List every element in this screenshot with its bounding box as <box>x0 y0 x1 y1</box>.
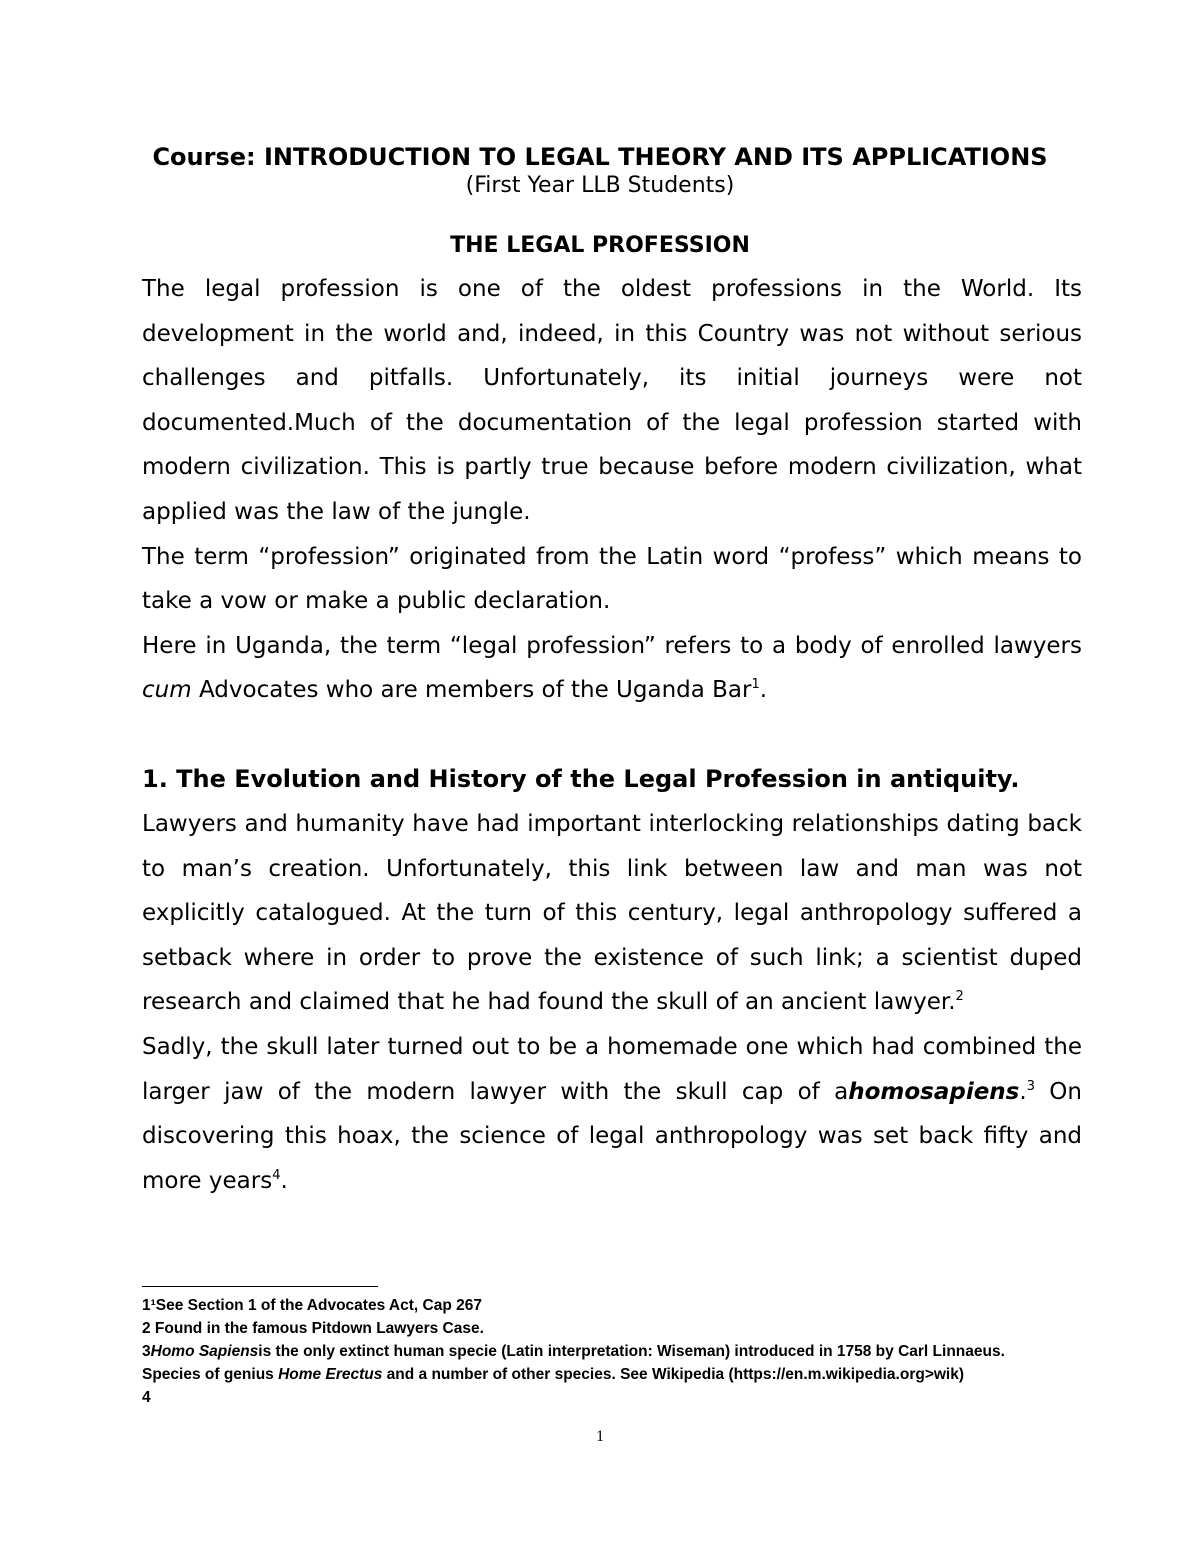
footnote-3 <box>142 1340 1142 1363</box>
intro-paragraph-3 <box>142 624 1082 713</box>
footnote-4: 4 <box>142 1389 151 1406</box>
footnote-ref-3[interactable]: 3 <box>1026 1078 1035 1094</box>
footnote-3b-text-2: and a number of other species. See Wikipedia (https://en.m.wikipedia.org>wik) <box>382 1366 965 1383</box>
intro-block <box>142 267 1082 713</box>
footnote-3-continued <box>142 1363 1142 1386</box>
footnote-ref-2[interactable]: 2 <box>955 989 964 1005</box>
footnote-ref-1[interactable]: 1 <box>751 677 760 693</box>
intro-p3-end: . <box>759 677 768 704</box>
section-1-heading: 1. The Evolution and History of the Legal Profession in antiquity. <box>142 765 1020 793</box>
course-subtitle: (First Year LLB Students) <box>465 173 735 198</box>
section-1-block <box>142 802 1082 1203</box>
section-1-p1-text: Lawyers and humanity have had important interlocking relationships dating back to man’s creation. Unfortunately, this link between law and man was not explicitly catalogued. At the turn of this century, legal anthropology suffered a setback where in order to prove the existence of such link; a scientist duped research and claimed that he had found the skull of an ancient lawyer. <box>142 811 1082 1016</box>
footnote-3-number: 3 <box>142 1343 151 1360</box>
section-1-paragraph-2 <box>142 1025 1082 1203</box>
intro-p3-text: Here in Uganda, the term “legal profession” refers to a body of enrolled lawyers <box>142 632 1082 659</box>
section-1-p2-text: Sadly, the skull later turned out to be a homemade one which had combined the larger jaw of the modern lawyer with the skull cap of a <box>142 1033 1082 1105</box>
intro-p3-text-2: Advocates who are members of the Uganda Bar <box>191 677 752 704</box>
section-1-p2-mid: . <box>1019 1078 1027 1105</box>
section-1-p2-bold-italic: homosapiens <box>848 1078 1020 1105</box>
section-1-paragraph-1 <box>142 802 1082 1025</box>
footnote-3b-italic: Home Erectus <box>278 1366 383 1383</box>
intro-paragraph-1: The legal profession is one of the oldest professions in the World. Its development in the world and, indeed, in this Country was not without serious challenges and pitfalls. Unfortunately, its initial journeys were not documented.Much of the documentation of the legal profession started with modern civilization. This is partly true because before modern civilization, what applied was the law of the jungle. <box>142 276 1082 525</box>
intro-p3-italic: cum <box>142 677 192 704</box>
footnote-3-text: is the only extinct human specie (Latin interpretation: Wiseman) introduced in 1758 by Carl Linnaeus. <box>258 1343 1005 1360</box>
section-title: THE LEGAL PROFESSION <box>450 233 750 258</box>
footnote-separator <box>142 1286 378 1287</box>
section-1-p2-text-2: On discovering this hoax, the science of legal anthropology was set back fifty and more years <box>142 1078 1082 1194</box>
footnote-3-italic: Homo Sapiens <box>150 1343 259 1360</box>
course-title: Course: INTRODUCTION TO LEGAL THEORY AND ITS APPLICATIONS <box>152 143 1048 171</box>
page-number: 1 <box>596 1428 604 1445</box>
footnote-ref-4[interactable]: 4 <box>272 1167 281 1183</box>
intro-paragraph-2: The term “profession” originated from the Latin word “profess” which means to take a vow or make a public declaration. <box>142 543 1082 615</box>
footnote-2: 2 Found in the famous Pitdown Lawyers Case. <box>142 1320 484 1337</box>
footnote-1: 1¹See Section 1 of the Advocates Act, Cap 267 <box>142 1297 482 1314</box>
footnotes <box>142 1294 1142 1409</box>
footnote-3b-text: Species of genius <box>142 1366 279 1383</box>
section-1-p2-end: . <box>280 1167 288 1194</box>
